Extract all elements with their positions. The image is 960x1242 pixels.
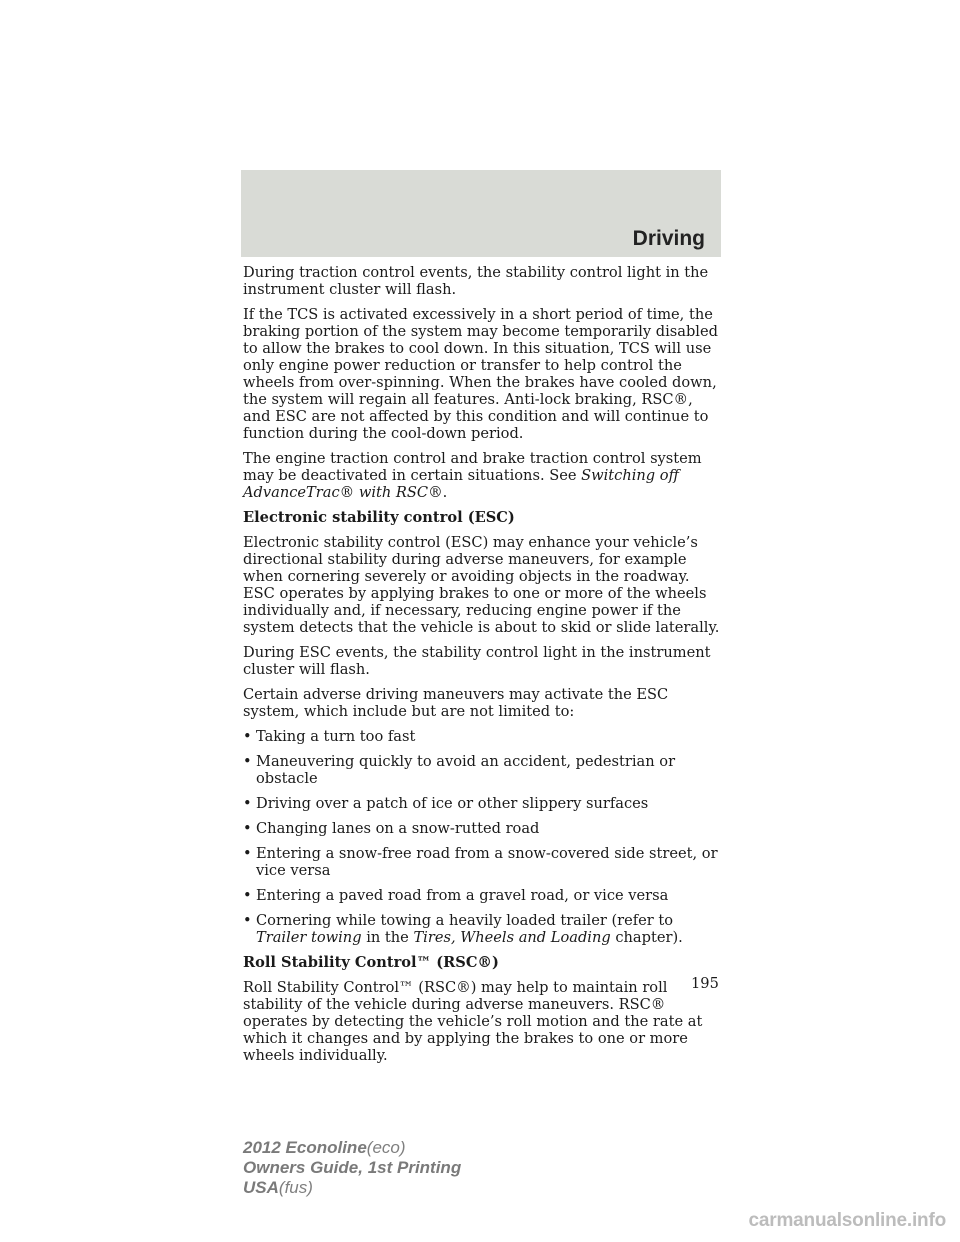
bullet-icon: •	[243, 820, 252, 837]
cross-reference-switching-off: Switching off AdvanceTrac® with RSC®	[243, 467, 679, 501]
watermark: carmanualsonline.info	[748, 1210, 946, 1231]
list-item	[243, 912, 723, 946]
paragraph-deactivation-text: The engine traction control and brake traction control system may be deactivated in certain situations. See	[243, 450, 702, 484]
bullet-icon: •	[243, 728, 252, 745]
paragraph-esc-maneuvers-intro: Certain adverse driving maneuvers may activate the ESC system, which include but are not limited to:	[243, 686, 669, 720]
heading-rsc: Roll Stability Control™ (RSC®)	[243, 954, 499, 971]
document-footer	[243, 1138, 461, 1198]
bullet-icon: •	[243, 912, 252, 929]
list-item-text: Changing lanes on a snow-rutted road	[256, 820, 540, 837]
list-item-text: in the	[366, 929, 409, 946]
list-item-text: Driving over a patch of ice or other slippery surfaces	[256, 795, 649, 812]
footer-guide-line	[243, 1158, 461, 1178]
list-item	[243, 820, 723, 837]
list-item	[243, 753, 723, 787]
cross-reference-trailer-towing: Trailer towing	[256, 929, 362, 946]
footer-model: 2012 Econoline	[243, 1138, 367, 1157]
list-item-text: chapter).	[615, 929, 683, 946]
paragraph-tcs-cooldown: If the TCS is activated excessively in a short period of time, the braking portion of the system may become temporarily disabled to allow the brakes to cool down. In this situation, TCS will use only engine power reduction or transfer to help control the wheels from over-spinning. When the brakes have cooled down, the system will regain all features. Anti-lock braking, RSC®, and ESC are not affected by this condition and will continue to function during the cool-down period.	[243, 306, 718, 442]
paragraph-esc-description: Electronic stability control (ESC) may enhance your vehicle’s directional stability during adverse maneuvers, for example when cornering severely or avoiding objects in the roadway. ESC operates by applying brakes to one or more of the wheels individually and, if necessary, reducing engine power if the system detects that the vehicle is about to skid or slide laterally.	[243, 534, 720, 636]
paragraph-deactivation-end: .	[442, 484, 448, 501]
bullet-icon: •	[243, 795, 252, 812]
section-title: Driving	[632, 227, 705, 250]
bullet-icon: •	[243, 845, 252, 862]
heading-esc: Electronic stability control (ESC)	[243, 509, 515, 526]
footer-region-code: (fus)	[278, 1178, 313, 1197]
footer-model-line	[243, 1138, 461, 1158]
list-item-text: Entering a paved road from a gravel road, or vice versa	[256, 887, 669, 904]
paragraph-traction-events: During traction control events, the stability control light in the instrument cluster will flash.	[243, 264, 709, 298]
list-item-text: Taking a turn too fast	[256, 728, 416, 745]
list-item	[243, 845, 723, 879]
list-item	[243, 728, 723, 745]
list-item-text: Maneuvering quickly to avoid an accident, pedestrian or obstacle	[256, 753, 676, 787]
cross-reference-tires-chapter: Tires, Wheels and Loading	[413, 929, 611, 946]
section-header-band	[241, 170, 721, 257]
bullet-icon: •	[243, 753, 252, 770]
footer-region: USA	[243, 1178, 279, 1197]
list-item	[243, 887, 723, 904]
page-number: 195	[691, 975, 719, 992]
paragraph-deactivation	[243, 450, 723, 501]
bullet-icon: •	[243, 887, 252, 904]
list-item-text: Cornering while towing a heavily loaded trailer (refer to	[256, 912, 674, 929]
list-item-text: Entering a snow-free road from a snow-covered side street, or vice versa	[256, 845, 718, 879]
paragraph-esc-events: During ESC events, the stability control light in the instrument cluster will flash.	[243, 644, 711, 678]
footer-region-line	[243, 1178, 461, 1198]
paragraph-rsc-description: Roll Stability Control™ (RSC®) may help to maintain roll stability of the vehicle during adverse maneuvers. RSC® operates by detecting the vehicle’s roll motion and the rate at which it changes and by applying the brakes to one or more wheels individually.	[243, 979, 703, 1064]
page-body	[243, 264, 723, 1072]
maneuver-list	[243, 728, 723, 946]
footer-guide: Owners Guide, 1st Printing	[243, 1158, 462, 1177]
list-item	[243, 795, 723, 812]
footer-model-code: (eco)	[366, 1138, 406, 1157]
